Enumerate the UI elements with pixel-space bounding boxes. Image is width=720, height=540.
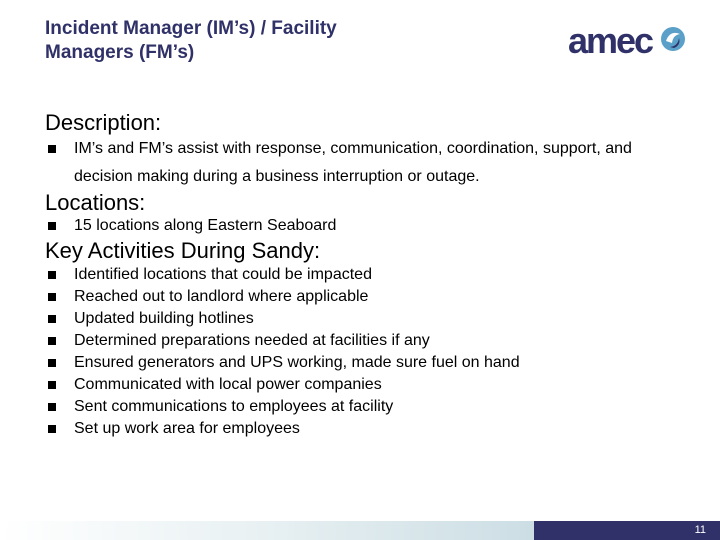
bullet-icon	[48, 425, 56, 433]
bullet-icon	[48, 359, 56, 367]
activity-text: Updated building hotlines	[74, 310, 254, 327]
activity-text: Communicated with local power companies	[74, 376, 382, 393]
bullet-icon	[48, 293, 56, 301]
page-number: 11	[694, 524, 706, 536]
activity-text: Set up work area for employees	[74, 420, 300, 437]
slide-title	[45, 17, 465, 65]
bullet-icon	[48, 403, 56, 411]
bullet-icon	[48, 271, 56, 279]
bullet-icon	[48, 222, 56, 230]
slide-title-line-1: Incident Manager (IM’s) / Facility	[45, 18, 337, 39]
activity-text: Reached out to landlord where applicable	[74, 288, 369, 305]
bullet-icon	[48, 381, 56, 389]
activity-text: Sent communications to employees at facility	[74, 398, 394, 415]
description-text: IM’s and FM’s assist with response, communication, coordination, support, and decision making during a business interruption or outage.	[74, 140, 632, 185]
logo-wordmark: amec	[568, 20, 653, 61]
activity-text: Ensured generators and UPS working, made sure fuel on hand	[74, 354, 520, 371]
logo-swirl-icon	[660, 26, 686, 52]
bullet-icon	[48, 337, 56, 345]
activity-text: Determined preparations needed at facilities if any	[74, 332, 430, 349]
slide-title-line-2: Managers (FM’s)	[45, 42, 195, 63]
bullet-icon	[48, 145, 56, 153]
description-heading: Description:	[45, 110, 162, 135]
activities-heading: Key Activities During Sandy:	[45, 238, 321, 263]
page-number-box	[534, 521, 720, 540]
bullet-icon	[48, 315, 56, 323]
locations-text: 15 locations along Eastern Seaboard	[74, 217, 337, 234]
activity-text: Identified locations that could be impacted	[74, 266, 372, 283]
amec-logo	[568, 20, 688, 70]
locations-heading: Locations:	[45, 190, 146, 215]
